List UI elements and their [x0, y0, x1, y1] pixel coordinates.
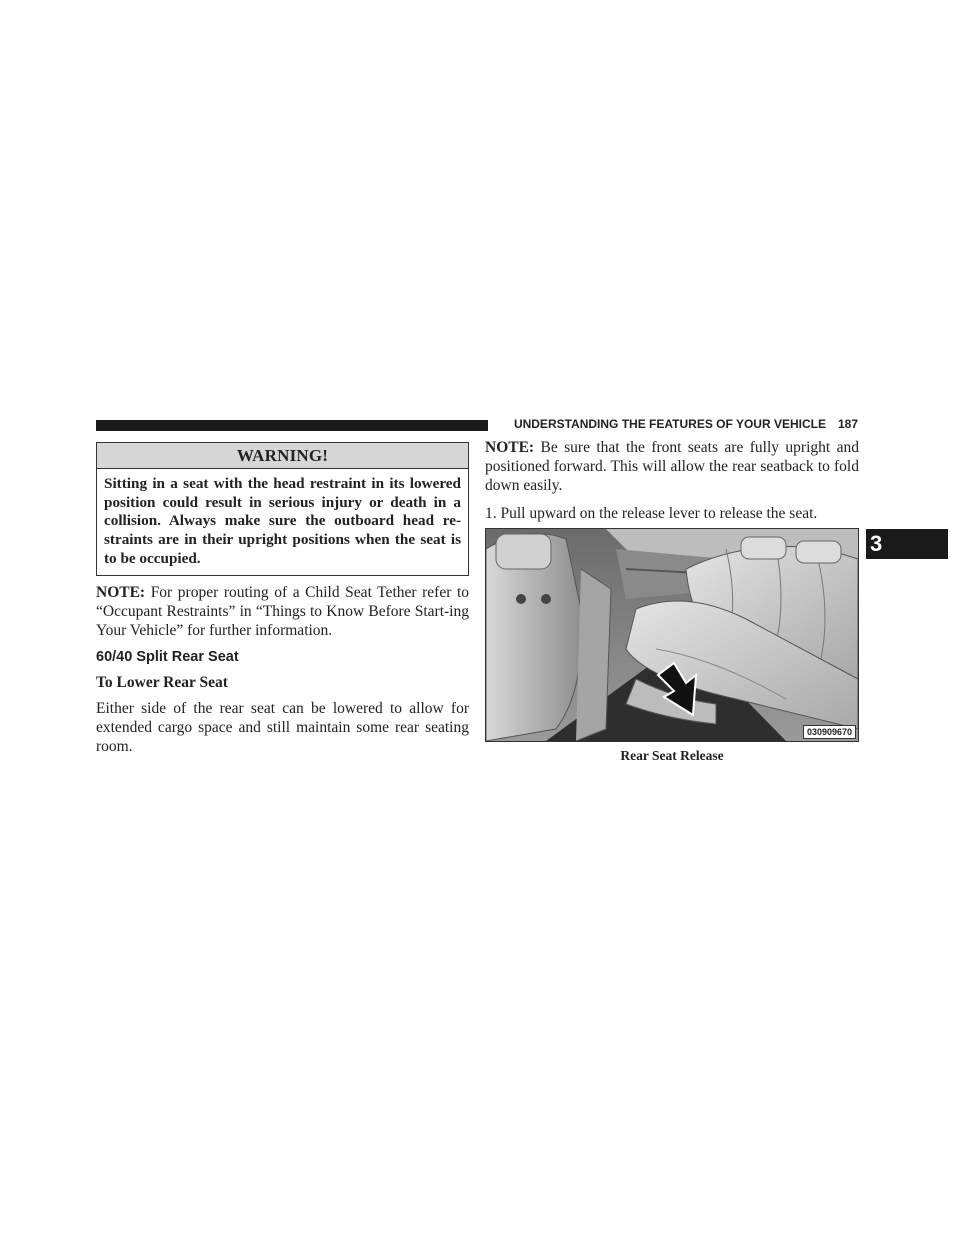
step-1: 1. Pull upward on the release lever to release the seat.: [485, 505, 818, 522]
page-number: 187: [837, 417, 858, 431]
running-head: [498, 417, 858, 431]
subheading: To Lower Rear Seat: [96, 673, 228, 691]
right-column: [485, 438, 859, 523]
right-note-text: Be sure that the front seats are fully upright and positioned forward. This will allow the rear seatback to fold down easily.: [485, 439, 859, 494]
rear-seat-illustration-icon: [486, 529, 858, 741]
chapter-tab: 3: [866, 529, 948, 559]
right-note-paragraph: [485, 438, 859, 495]
header-rule: [96, 420, 488, 431]
lower-seat-paragraph: Either side of the rear seat can be lowered to allow for extended cargo space and still maintain some rear seating room.: [96, 699, 469, 755]
running-head-title: UNDERSTANDING THE FEATURES OF YOUR VEHICLE: [513, 417, 826, 431]
note-label: NOTE:: [96, 583, 146, 601]
warning-box: [96, 442, 469, 576]
warning-text: Sitting in a seat with the head restraint in its lowered position could result in serious injury or death in a collision. Always make sure the outboard head re-straints are in their upright positions when the seat is to be occupied.: [104, 475, 461, 567]
left-column: [96, 442, 469, 756]
note-paragraph: [96, 583, 469, 640]
note-text: For proper routing of a Child Seat Tether refer to “Occupant Restraints” in “Things to Know Before Start-ing Your Vehicle” for further information.: [96, 583, 470, 639]
figure-caption: Rear Seat Release: [620, 748, 724, 763]
figure-code: 030909670: [803, 725, 856, 739]
section-heading: 60/40 Split Rear Seat: [96, 648, 239, 665]
rear-seat-figure: [485, 528, 859, 742]
right-note-label: NOTE:: [485, 439, 535, 456]
warning-title: WARNING!: [97, 443, 468, 469]
